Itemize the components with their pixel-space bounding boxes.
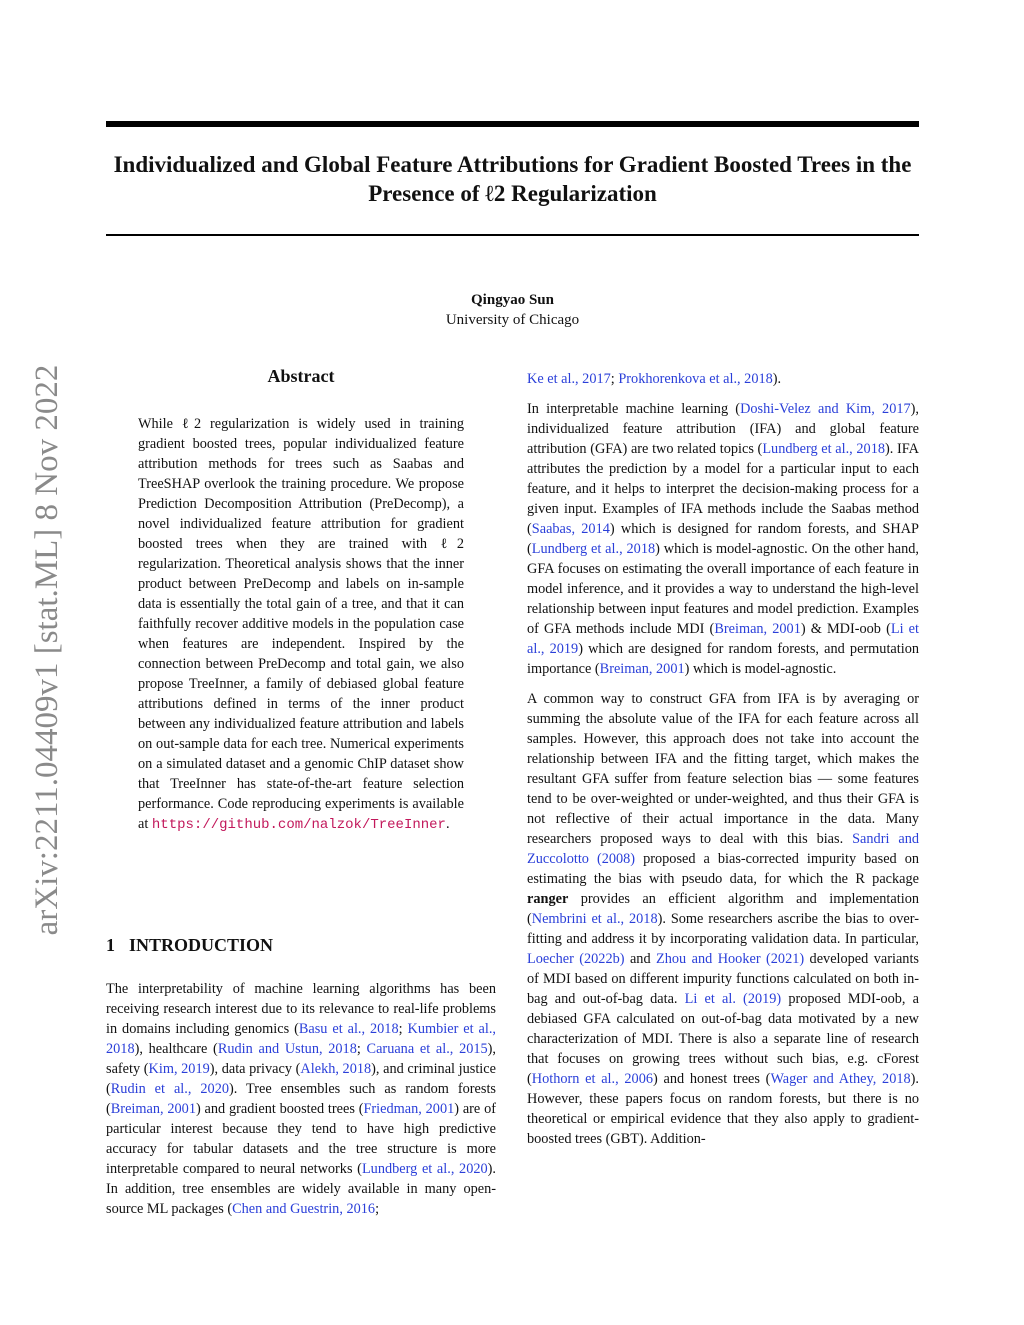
paper-title: Individualized and Global Feature Attributions for Gradient Boosted Trees in the Presence of ℓ2 Regularization	[113, 152, 912, 206]
citation-link[interactable]: Caruana et al., 2015	[366, 1041, 488, 1057]
citation-link[interactable]: Basu et al., 2018	[298, 1021, 399, 1037]
citation-link[interactable]: Rudin et al., 2020	[110, 1081, 229, 1097]
section-number: 1	[106, 935, 115, 955]
citation-link[interactable]: Alekh, 2018	[300, 1061, 372, 1077]
code-url-link[interactable]: https://github.com/nalzok/TreeInner	[151, 817, 446, 833]
citation-link[interactable]: Li et al. (2019)	[684, 991, 782, 1007]
citation-link[interactable]: Loecher (2022b)	[527, 951, 625, 967]
author-name: Qingyao Sun	[471, 292, 554, 308]
intro-paragraph-3: A common way to construct GFA from IFA is by averaging or summing the absolute value of the IFA for each feature across all samples. However, this approach does not take into account the relationship between IFA and the fitting target, which makes the resultant GFA suffer from feature selection bias — some features tend to be over-weighted or under-weighted, and thus their GFA is not reflective of their actual importance in the data. Many researchers proposed ways to deal with this bias. Sandri and Zuccolotto (2008) proposed a bias-corrected impurity based on estimating the bias with pseudo data, for which the R package ranger provides an efficient algorithm and implementation (Nembrini et al., 2018). Some researchers ascribe the bias to over-fitting and address it by incorporating validation data. In particular, Loecher (2022b) and Zhou and Hooker (2021) developed variants of MDI based on different impurity functions calculated on both in-bag and out-of-bag data. Li et al. (2019) proposed MDI-oob, a debiased GFA calculated on out-of-bag data motivated by a new characterization of MDI. There is also a separate line of research that focuses on growing trees without such bias, e.g. cForest (Hothorn et al., 2006) and honest trees (Wager and Athey, 2018). However, these papers focus on random forests, but there is no theoretical or empirical evidence that they also apply to gradient-boosted trees (GBT). Addition-	[527, 691, 920, 1147]
intro-paragraph-1-continued: Ke et al., 2017; Prokhorenkova et al., 2018).	[527, 371, 782, 387]
package-name: ranger	[527, 891, 569, 907]
citation-link[interactable]: Zhou and Hooker (2021)	[656, 951, 805, 967]
citation-link[interactable]: Lundberg et al., 2018	[762, 441, 886, 457]
citation-link[interactable]: Chen and Guestrin, 2016	[232, 1201, 376, 1217]
section-heading-introduction	[106, 935, 273, 956]
citation-link[interactable]: Breiman, 2001	[110, 1101, 196, 1117]
citation-link[interactable]: Saabas, 2014	[531, 521, 610, 537]
citation-link[interactable]: Wager and Athey, 2018	[770, 1071, 911, 1087]
citation-link[interactable]: Rudin and Ustun, 2018	[217, 1041, 357, 1057]
intro-paragraph-1: The interpretability of machine learning algorithms has been receiving research interest due to its relevance to real-life problems in domains including genomics (Basu et al., 2018; Kumbier et al., 2018), healthcare (Rudin and Ustun, 2018; Caruana et al., 2015), safety (Kim, 2019), data privacy (Alekh, 2018), and criminal justice (Rudin et al., 2020). Tree ensembles such as random forests (Breiman, 2001) and gradient boosted trees (Friedman, 2001) are of particular interest because they tend to have high predictive accuracy for tabular datasets and the tree structure is more interpretable compared to neural networks (Lundberg et al., 2020). In addition, tree ensembles are widely available in many open-source ML packages (Chen and Guestrin, 2016;	[106, 981, 497, 1217]
citation-link[interactable]: Lundberg et al., 2018	[531, 541, 656, 557]
citation-link[interactable]: Sandri and Zuccolotto (2008)	[527, 831, 919, 867]
abstract-heading: Abstract	[267, 366, 335, 386]
arxiv-identifier: arXiv:2211.04409v1 [stat.ML] 8 Nov 2022	[29, 364, 65, 936]
citation-link[interactable]: Nembrini et al., 2018	[531, 911, 658, 927]
citation-link[interactable]: Prokhorenkova et al., 2018	[618, 371, 773, 387]
citation-link[interactable]: Doshi-Velez and Kim, 2017	[740, 401, 911, 417]
citation-link[interactable]: Ke et al., 2017	[527, 371, 611, 387]
intro-paragraph-2: In interpretable machine learning (Doshi-Velez and Kim, 2017), individualized feature attribution (IFA) and global feature attribution (GFA) are two related topics (Lundberg et al., 2018). IFA attributes the prediction by a model for a particular input to each feature, and it helps to interpret the decision-making process for a given input. Examples of IFA methods include the Saabas method (Saabas, 2014) which is designed for random forests, and SHAP (Lundberg et al., 2018) which is model-agnostic. On the other hand, GFA focuses on estimating the overall importance of each feature in model inference, and it provides a way to understand the high-level relationship between input features and model prediction. Examples of GFA methods include MDI (Breiman, 2001) & MDI-oob (Li et al., 2019) which are designed for random forests, and permutation importance (Breiman, 2001) which is model-agnostic.	[527, 401, 920, 677]
author-block	[106, 290, 919, 330]
citation-link[interactable]: Li et al., 2019	[527, 621, 919, 657]
section-title: INTRODUCTION	[129, 935, 274, 955]
citation-link[interactable]: Breiman, 2001	[599, 661, 685, 677]
abstract-text: While ℓ2 regularization is widely used in training gradient boosted trees, popular individualized feature attribution methods for trees such as Saabas and TreeSHAP overlook the training procedure. We propose Prediction Decomposition Attribution (PreDecomp), a novel individualized feature attribution for gradient boosted trees when they are trained with ℓ2 regularization. Theoretical analysis shows that the inner product between PreDecomp and labels on in-sample data is essentially the total gain of a tree, and that it can faithfully recover additive models in the population case when features are independent. Inspired by the connection between PreDecomp and total gain, we also propose TreeInner, a family of debiased global feature attributions defined in terms of the inner product between any individualized feature attribution and labels on out-sample data for each tree. Numerical experiments on a simulated dataset and a genomic ChIP dataset show that TreeInner has state-of-the-art feature selection performance. Code reproducing experiments is available at	[138, 416, 464, 832]
citation-link[interactable]: Kim, 2019	[148, 1061, 210, 1077]
citation-link[interactable]: Kumbier et al., 2018	[106, 1021, 496, 1057]
title-top-rule	[106, 121, 919, 127]
citation-link[interactable]: Breiman, 2001	[714, 621, 801, 637]
abstract-trailing: .	[445, 816, 450, 832]
title-bottom-rule	[106, 234, 919, 236]
author-affiliation: University of Chicago	[445, 312, 580, 328]
left-column-body	[106, 979, 496, 1229]
citation-link[interactable]: Friedman, 2001	[363, 1101, 455, 1117]
abstract-body	[138, 414, 464, 835]
citation-link[interactable]: Lundberg et al., 2020	[361, 1161, 488, 1177]
right-column-body	[527, 369, 919, 1159]
citation-link[interactable]: Hothorn et al., 2006	[531, 1071, 654, 1087]
